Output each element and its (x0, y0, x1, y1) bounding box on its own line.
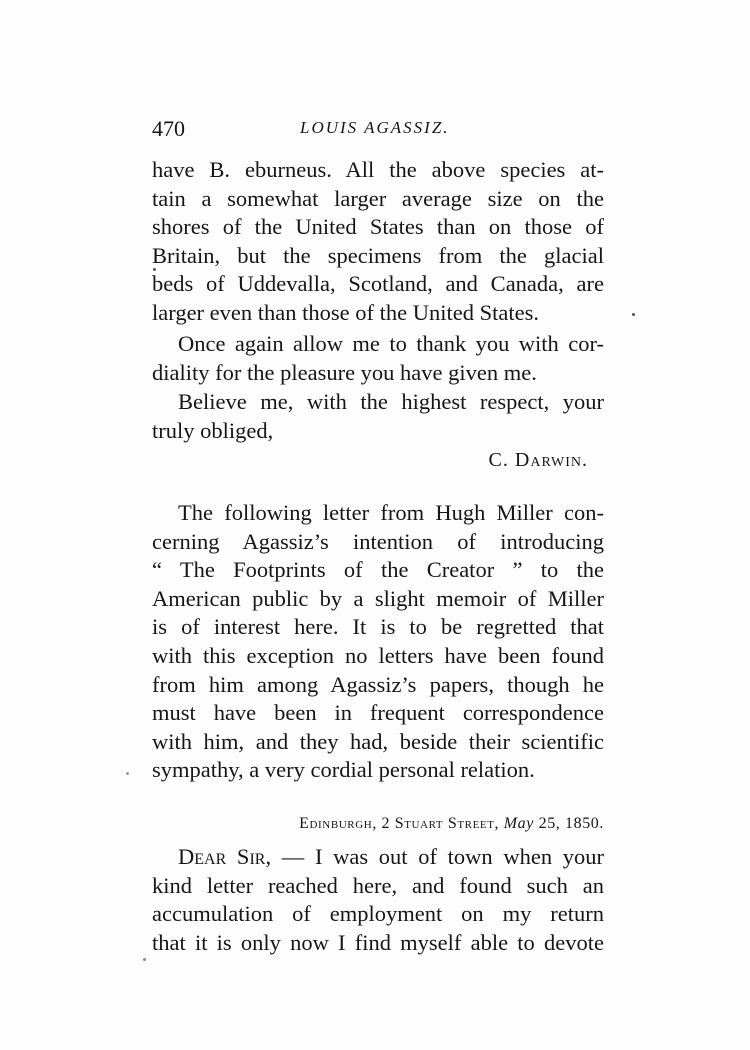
text-line: Britain, but the specimens from the glacial (152, 242, 604, 268)
letter-body (152, 843, 604, 957)
paragraph-hugh-miller (152, 499, 604, 785)
dateline-month: May (503, 815, 534, 832)
print-speck (126, 772, 129, 775)
paragraph-thanks (152, 330, 604, 387)
text-line: tain a somewhat larger average size on the (152, 185, 604, 211)
text-line: sympathy, a very cordial personal relation. (152, 757, 535, 783)
text-line: beds of Uddevalla, Scotland, and Canada, are (152, 271, 604, 297)
letter-dateline (152, 815, 604, 833)
dateline-place: Edinburgh, 2 Stuart Street, (299, 815, 500, 832)
text-line: Believe me, with the highest respect, your (178, 389, 604, 414)
print-speck (143, 958, 146, 961)
print-speck (153, 268, 156, 271)
running-head: LOUIS AGASSIZ. (300, 118, 450, 137)
text-line: have B. eburneus. All the above species at- (152, 157, 604, 182)
text-line: “ The Footprints of the Creator ” to the (152, 557, 604, 583)
text-line: kind letter reached here, and found such an (152, 872, 604, 898)
signature: C. Darwin. (488, 449, 588, 471)
text-line: cerning Agassiz’s intention of introducing (152, 528, 604, 554)
paragraph-closing (152, 388, 604, 445)
text-line: with him, and they had, beside their scientific (152, 728, 604, 754)
dateline-year: 25, 1850. (538, 815, 604, 832)
text-line: accumulation of employment on my return (152, 901, 604, 927)
print-speck (632, 313, 635, 316)
text-line: must have been in frequent correspondence (152, 700, 604, 726)
letter-line-text: — I was out of town when your (281, 844, 604, 869)
text-line: with this exception no letters have been found (152, 642, 604, 668)
text-line: American public by a slight memoir of Miller (152, 585, 604, 611)
text-line: that it is only now I find myself able to devote (152, 929, 604, 955)
paragraph-species (152, 156, 604, 328)
page-header (152, 116, 604, 146)
text-line: The following letter from Hugh Miller con- (178, 500, 604, 525)
text-line: truly obliged, (152, 417, 274, 443)
text-line: shores of the United States than on those of (152, 214, 604, 240)
text-line: larger even than those of the United States. (152, 299, 539, 325)
salutation: Dear Sir, (178, 844, 272, 869)
text-line: diality for the pleasure you have given me. (152, 359, 537, 385)
page-number: 470 (152, 116, 185, 141)
text-line: is of interest here. It is to be regretted that (152, 614, 604, 640)
signature-block (152, 446, 604, 475)
letter-first-line (152, 843, 604, 872)
text-line: Once again allow me to thank you with cor- (178, 331, 604, 356)
text-line: from him among Agassiz’s papers, though he (152, 671, 604, 697)
